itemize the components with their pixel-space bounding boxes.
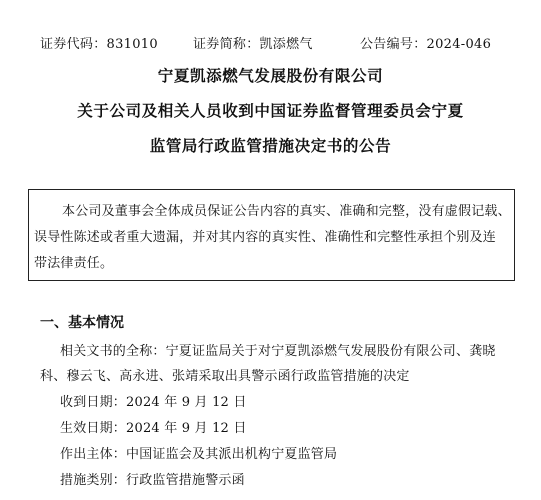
issuing-authority: 作出主体：中国证监会及其派出机构宁夏监管局	[60, 447, 338, 462]
document-full-name-continued: 科、穆云飞、高永进、张靖采取出具警示函行政监管措施的决定	[40, 369, 410, 384]
company-name-title: 宁夏凯添燃气发展股份有限公司	[157, 66, 384, 85]
section-heading-basic-info: 一、基本情况	[40, 315, 124, 331]
board-assurance-notice-box	[28, 189, 515, 281]
effective-date: 生效日期：2024 年 9 月 12 日	[60, 421, 247, 436]
measure-category: 措施类别：行政监管措施警示函	[60, 473, 245, 488]
received-date: 收到日期：2024 年 9 月 12 日	[60, 395, 247, 410]
announcement-title-line2: 监管局行政监管措施决定书的公告	[149, 136, 392, 155]
notice-line: 本公司及董事会全体成员保证公告内容的真实、准确和完整，没有虚假记载、	[62, 204, 511, 219]
security-code: 证券代码：831010	[40, 37, 158, 52]
announcement-title-line1: 关于公司及相关人员收到中国证券监督管理委员会宁夏	[77, 101, 464, 120]
announcement-number: 公告编号：2024-046	[360, 37, 492, 52]
document-full-name: 相关文书的全称：宁夏证监局关于对宁夏凯添燃气发展股份有限公司、龚晓	[60, 344, 496, 359]
notice-line: 误导性陈述或者重大遗漏，并对其内容的真实性、准确性和完整性承担个别及连	[34, 230, 497, 245]
notice-line: 带法律责任。	[34, 256, 114, 271]
security-abbreviation: 证券简称：凯添燃气	[193, 37, 313, 52]
